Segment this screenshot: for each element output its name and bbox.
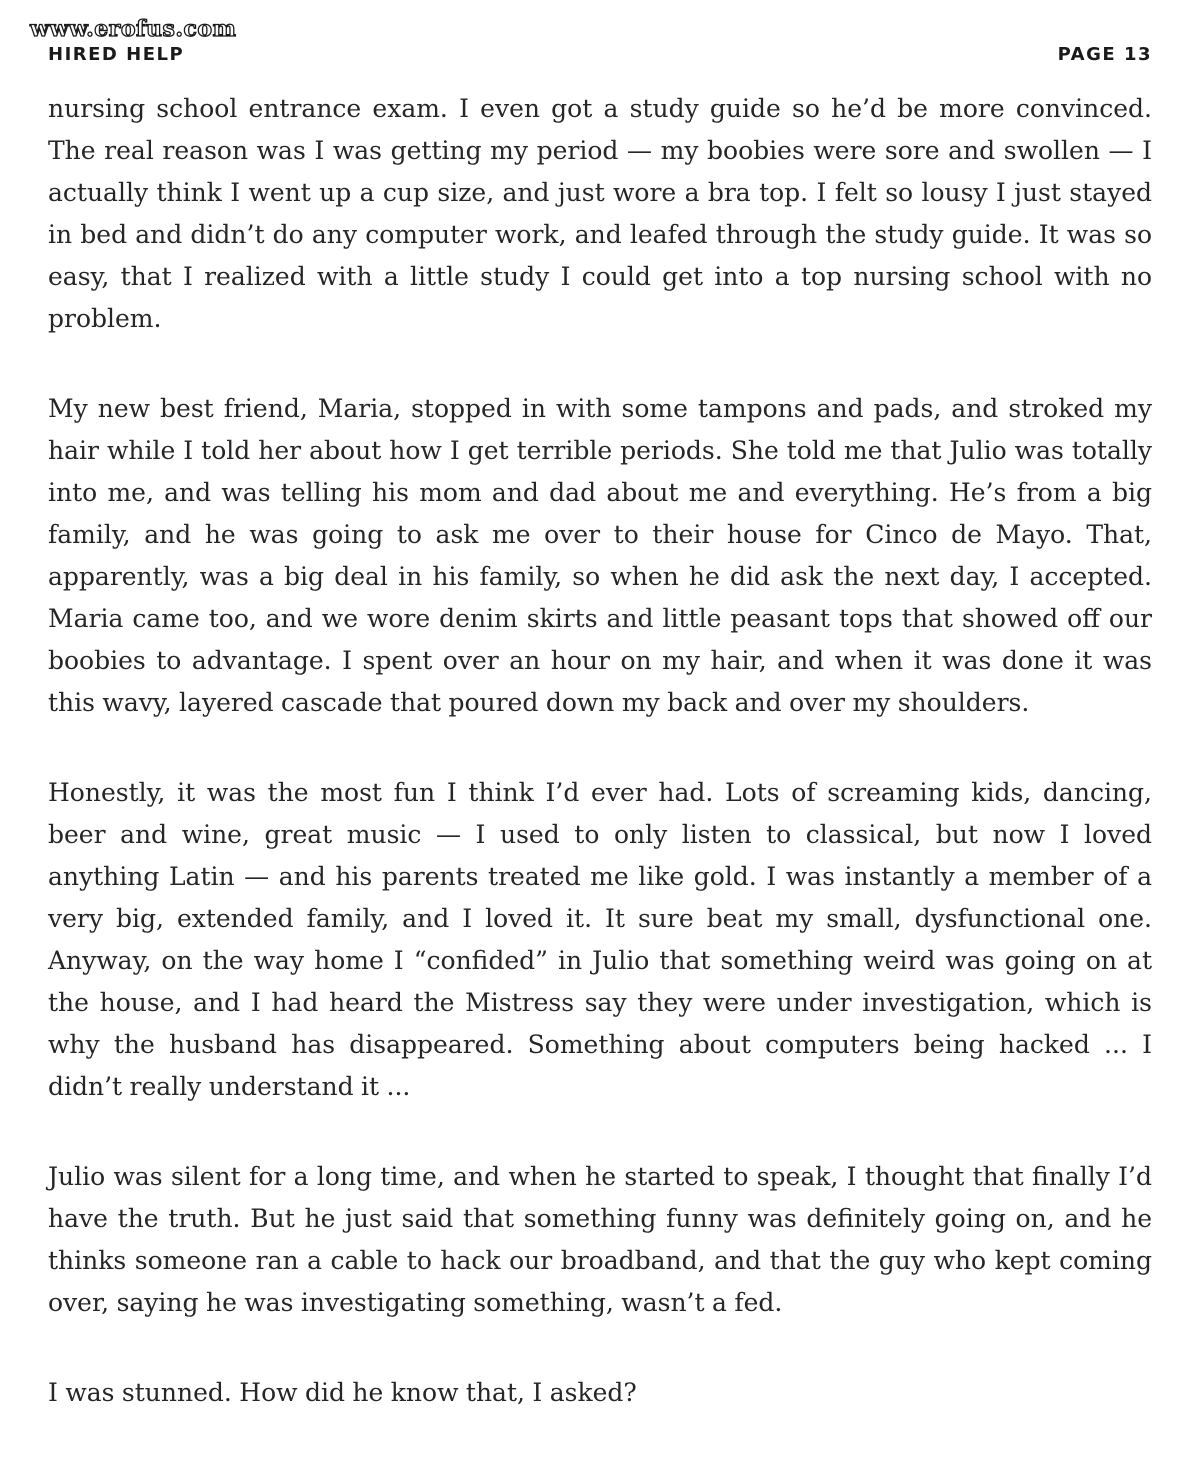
paragraph-3: Honestly, it was the most fun I think I’d ever had. Lots of screaming kids, dancing, beer and wine, great music — I used to only listen to classical, but now I loved anything Latin — and his parents treated me like gold. I was instantly a member of a very big, extended family, and I loved it. It sure beat my small, dysfunctional one. Anyway, on the way home I “confided” in Julio that something weird was going on at the house, and I had heard the Mistress say they were under investigation, which is why the husband has disappeared. Something about computers being hacked ... I didn’t really understand it ... xyxy=(48,778,1152,1101)
paragraph-5: I was stunned. How did he know that, I asked? xyxy=(48,1378,637,1407)
paragraph-1: nursing school entrance exam. I even got a study guide so he’d be more convinced. The real reason was I was getting my period — my boobies were sore and swollen — I actually think I went up a cup size, and just wore a bra top. I felt so lousy I just stayed in bed and didn’t do any computer work, and leafed through the study guide. It was so easy, that I realized with a little study I could get into a top nursing school with no problem. xyxy=(48,94,1152,333)
paragraph-4: Julio was silent for a long time, and when he started to speak, I thought that finally I’d have the truth. But he just said that something funny was definitely going on, and he thinks someone ran a cable to hack our broadband, and that the guy who kept coming over, saying he was investigating something, wasn’t a fed. xyxy=(48,1162,1152,1317)
paragraph-2: My new best friend, Maria, stopped in with some tampons and pads, and stroked my hair while I told her about how I get terrible periods. She told me that Julio was totally into me, and was telling his mom and dad about me and everything. He’s from a big family, and he was going to ask me over to their house for Cinco de Mayo. That, apparently, was a big deal in his family, so when he did ask the next day, I accepted. Maria came too, and we wore denim skirts and little peasant tops that showed off our boobies to advantage. I spent over an hour on my hair, and when it was done it was this wavy, layered cascade that poured down my back and over my shoulders. xyxy=(48,394,1152,717)
page-number: PAGE 13 xyxy=(1057,44,1152,65)
page-body xyxy=(48,88,1152,1462)
page-header xyxy=(48,44,1152,70)
book-title: HIRED HELP xyxy=(48,44,185,65)
watermark-text: www.erofus.com xyxy=(30,16,237,42)
